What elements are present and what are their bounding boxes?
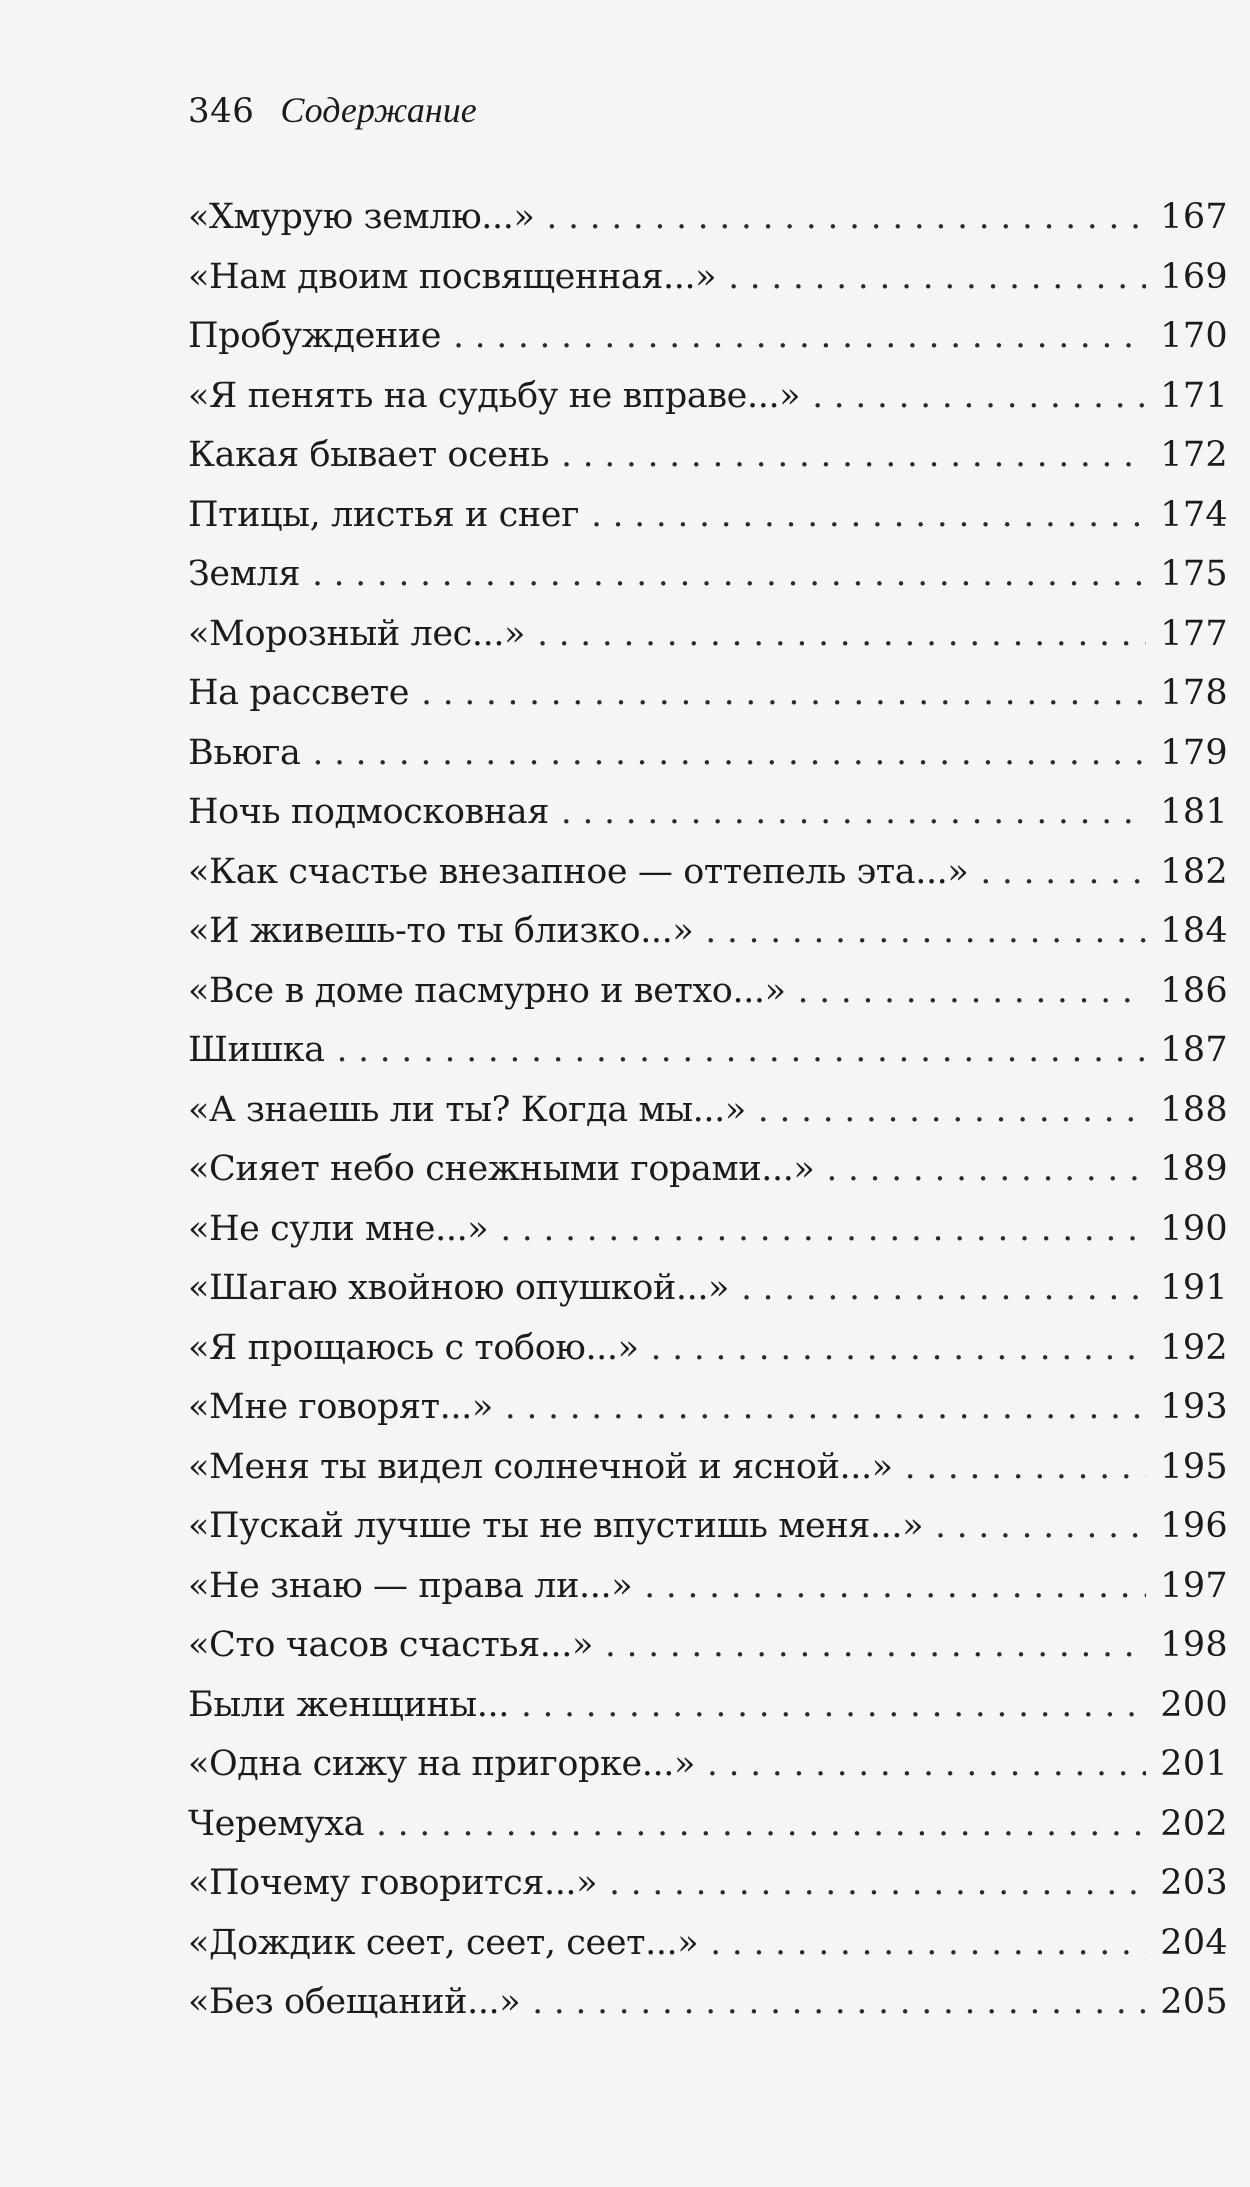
dot-leader [505, 1378, 1146, 1438]
toc-entry [188, 486, 1228, 546]
toc-entry [188, 605, 1228, 665]
toc-entry-page-number: 170 [1160, 316, 1228, 356]
toc-entry-title: «Не знаю — права ли...» [188, 1565, 633, 1606]
toc-entry [188, 1438, 1228, 1498]
toc-entry-title: «Без обещаний...» [188, 1982, 521, 2022]
toc-entry-page-number: 179 [1160, 732, 1228, 773]
toc-entry [188, 783, 1228, 843]
toc-entry-title: Земля [188, 554, 301, 594]
toc-entry [188, 962, 1228, 1022]
toc-entry-title: Черемуха [188, 1803, 365, 1844]
toc-entry [188, 1973, 1228, 2033]
toc-entry [188, 307, 1228, 367]
dot-leader [337, 1021, 1146, 1081]
book-page [188, 90, 1228, 2033]
toc-entry-page-number: 193 [1160, 1387, 1228, 1427]
toc-entry-title: Ночь подмосковная [188, 792, 549, 832]
dot-leader [532, 1973, 1146, 2033]
toc-entry-title: «Я прощаюсь с тобою...» [188, 1327, 639, 1368]
toc-entry-title: «Морозный лес...» [188, 613, 526, 654]
toc-entry-page-number: 200 [1160, 1684, 1228, 1725]
toc-entry-page-number: 172 [1160, 435, 1228, 475]
toc-entry-title: «Почему говорится...» [188, 1863, 598, 1903]
dot-leader [609, 1854, 1146, 1914]
toc-entry-title: «Мне говорят...» [188, 1387, 493, 1427]
toc-entry-page-number: 192 [1160, 1327, 1228, 1368]
toc-entry-page-number: 171 [1160, 375, 1228, 416]
toc-entry [188, 1259, 1228, 1319]
toc-entry-title: «Сияет небо снежными горами...» [188, 1149, 815, 1189]
dot-leader [453, 307, 1146, 367]
toc-entry [188, 1557, 1228, 1617]
dot-leader [312, 724, 1146, 784]
toc-entry-title: «Дождик сеет, сеет, сеет...» [188, 1922, 699, 1963]
toc-entry [188, 1616, 1228, 1676]
toc-entry-page-number: 188 [1160, 1089, 1228, 1130]
toc-entry [188, 1140, 1228, 1200]
toc-entry [188, 1200, 1228, 1260]
dot-leader [905, 1438, 1146, 1498]
dot-leader [521, 1676, 1146, 1736]
toc-entry-page-number: 182 [1160, 851, 1228, 892]
toc-entry-title: Вьюга [188, 732, 301, 773]
toc-entry [188, 426, 1228, 486]
toc-entry-title: На рассвете [188, 673, 410, 713]
dot-leader [758, 1081, 1146, 1141]
running-head [188, 90, 1228, 130]
section-title: Содержание [280, 90, 477, 130]
toc-entry-page-number: 178 [1160, 673, 1228, 713]
toc-entry [188, 545, 1228, 605]
toc-entry-page-number: 187 [1160, 1030, 1228, 1070]
toc-entry-title: «Хмурую землю...» [188, 197, 535, 237]
toc-entry-page-number: 167 [1160, 197, 1228, 237]
toc-entry-title: Птицы, листья и снег [188, 494, 580, 535]
dot-leader [741, 1259, 1146, 1319]
toc-entry-title: «Шагаю хвойною опушкой...» [188, 1268, 730, 1308]
toc-entry [188, 1378, 1228, 1438]
dot-leader [651, 1319, 1146, 1379]
toc-entry-title: «А знаешь ли ты? Когда мы...» [188, 1089, 746, 1130]
toc-entry-page-number: 190 [1160, 1208, 1228, 1249]
dot-leader [537, 605, 1146, 665]
toc-entry-title: Какая бывает осень [188, 435, 550, 475]
toc-entry [188, 902, 1228, 962]
toc-entry [188, 1795, 1228, 1855]
dot-leader [561, 783, 1146, 843]
toc-entry-page-number: 186 [1160, 970, 1228, 1011]
table-of-contents [188, 188, 1228, 2033]
toc-entry [188, 1021, 1228, 1081]
toc-entry [188, 1914, 1228, 1974]
toc-entry [188, 843, 1228, 903]
toc-entry-title: Были женщины... [188, 1684, 509, 1725]
toc-entry-title: «Я пенять на судьбу не вправе...» [188, 375, 801, 416]
toc-entry-title: «Нам двоим посвященная...» [188, 256, 717, 297]
toc-entry [188, 367, 1228, 427]
toc-entry-title: «Сто часов счастья...» [188, 1625, 593, 1665]
toc-entry [188, 1676, 1228, 1736]
dot-leader [707, 1735, 1146, 1795]
toc-entry-page-number: 177 [1160, 613, 1228, 654]
dot-leader [376, 1795, 1146, 1855]
toc-entry [188, 664, 1228, 724]
toc-entry [188, 1497, 1228, 1557]
toc-entry-page-number: 184 [1160, 911, 1228, 951]
dot-leader [710, 1914, 1146, 1974]
page-number: 346 [188, 91, 255, 131]
dot-leader [980, 843, 1146, 903]
toc-entry-title: «И живешь-то ты близко...» [188, 911, 694, 951]
toc-entry-title: «Пускай лучше ты не впустишь меня...» [188, 1506, 924, 1546]
toc-entry-title: «Не сули мне...» [188, 1208, 489, 1249]
toc-entry-page-number: 195 [1160, 1446, 1228, 1487]
toc-entry-title: «Все в доме пасмурно и ветхо...» [188, 970, 786, 1011]
toc-entry [188, 1319, 1228, 1379]
dot-leader [644, 1557, 1146, 1617]
toc-entry [188, 1854, 1228, 1914]
toc-entry [188, 724, 1228, 784]
dot-leader [605, 1616, 1146, 1676]
dot-leader [705, 902, 1146, 962]
dot-leader [500, 1200, 1146, 1260]
toc-entry-title: «Как счастье внезапное — оттепель эта...» [188, 851, 969, 892]
dot-leader [591, 486, 1146, 546]
toc-entry-page-number: 174 [1160, 494, 1228, 535]
toc-entry-page-number: 181 [1160, 792, 1228, 832]
toc-entry-page-number: 169 [1160, 256, 1228, 297]
toc-entry [188, 1081, 1228, 1141]
toc-entry-page-number: 204 [1160, 1922, 1228, 1963]
toc-entry [188, 188, 1228, 248]
toc-entry-title: «Одна сижу на пригорке...» [188, 1744, 695, 1784]
toc-entry-title: «Меня ты видел солнечной и ясной...» [188, 1446, 893, 1487]
toc-entry-page-number: 191 [1160, 1268, 1228, 1308]
dot-leader [812, 367, 1146, 427]
dot-leader [826, 1140, 1146, 1200]
toc-entry-page-number: 196 [1160, 1506, 1228, 1546]
toc-entry-page-number: 205 [1160, 1982, 1228, 2022]
toc-entry-title: Шишка [188, 1030, 325, 1070]
dot-leader [728, 248, 1146, 308]
toc-entry-page-number: 203 [1160, 1863, 1228, 1903]
toc-entry [188, 1735, 1228, 1795]
toc-entry-page-number: 201 [1160, 1744, 1228, 1784]
toc-entry-page-number: 189 [1160, 1149, 1228, 1189]
dot-leader [546, 188, 1146, 248]
toc-entry-page-number: 175 [1160, 554, 1228, 594]
dot-leader [798, 962, 1146, 1022]
dot-leader [312, 545, 1146, 605]
toc-entry-title: Пробуждение [188, 316, 442, 356]
dot-leader [421, 664, 1146, 724]
dot-leader [561, 426, 1146, 486]
toc-entry [188, 248, 1228, 308]
toc-entry-page-number: 197 [1160, 1565, 1228, 1606]
dot-leader [935, 1497, 1146, 1557]
toc-entry-page-number: 202 [1160, 1803, 1228, 1844]
toc-entry-page-number: 198 [1160, 1625, 1228, 1665]
